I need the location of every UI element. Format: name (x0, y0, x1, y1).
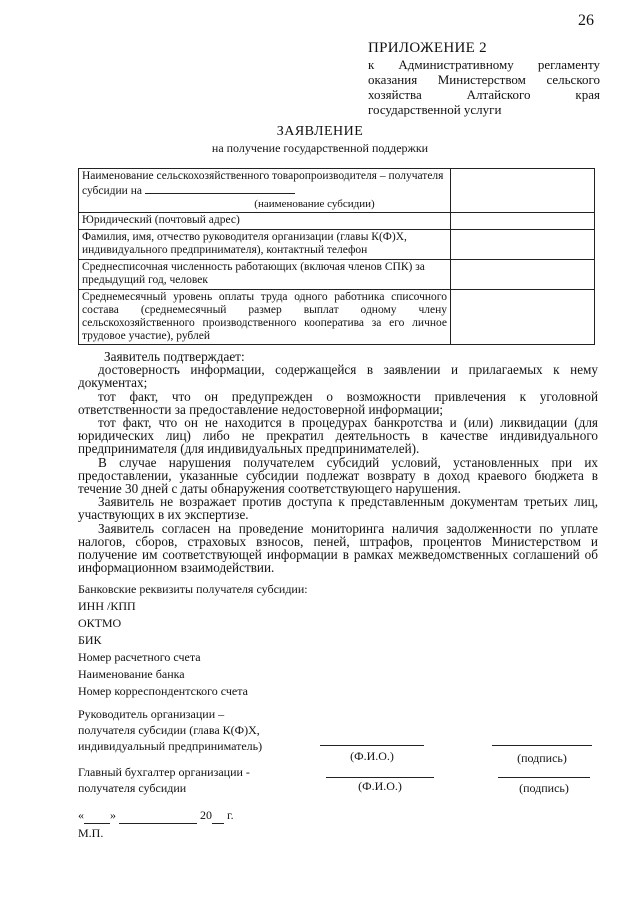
table-cell-label (79, 260, 451, 290)
document-subtitle: на получение государственной поддержки (211, 141, 429, 155)
accountant-signature-block (78, 764, 250, 796)
account-number-label: Номер расчетного счета (78, 650, 201, 664)
applicant-info-table (78, 168, 595, 345)
subsidy-name-blank (145, 183, 295, 194)
day-blank (84, 808, 110, 824)
head-signature-line (492, 745, 592, 746)
bank-details-title: Банковские реквизиты получателя субсидии: (78, 582, 308, 596)
accountant-signature-line (498, 777, 590, 778)
year-suffix: г. (224, 808, 234, 822)
table-row (79, 260, 595, 290)
corr-account-label: Номер корреспондентского счета (78, 684, 248, 698)
table-row (79, 290, 595, 345)
accountant-signature-caption: (подпись) (519, 781, 569, 795)
stamp-place: М.П. (78, 826, 104, 840)
affirmation-paragraph: Заявитель согласен на проведение мониторинга наличия задолженности по уплате налогов, сборов, страховых взносов, пеней, штрафов, процентов Министерством и получение им соответствующей информации в рамках межведомственных соглашений об информационном взаимодействии. (78, 520, 598, 576)
table-cell-value (451, 260, 595, 290)
accountant-fio-line (326, 777, 434, 778)
table-cell-label (79, 290, 451, 345)
affirmation-paragraph: Заявитель не возражает против доступа к представленным документам третьих лиц, участвующих в их экспертизе. (78, 494, 598, 523)
year-prefix: 20 (200, 808, 212, 822)
accountant-role-line: Главный бухгалтер организации - (78, 765, 250, 779)
table-cell-value (451, 213, 595, 230)
date-close-quote: » (110, 808, 116, 822)
subsidy-name-caption: (наименование субсидии) (254, 198, 375, 210)
table-cell-label (79, 213, 451, 230)
affirmation-paragraph: В случае нарушения получателем субсидий условий, установленных при их предоставлении, указанные субсидии подлежат возврату в доход краевого бюджета в течение 30 дней с даты обнаружения соответствующего нарушения. (78, 454, 598, 497)
bank-details (78, 581, 308, 700)
table-cell-label (79, 169, 451, 213)
wage-level-label: Среднемесячный уровень оплаты труда одного работника списочного состава (среднемесячный размер выплат одному члену сельскохозяйственного производственного кооператива за его личное трудовое участие), рублей (82, 291, 447, 342)
head-fio-caption: (Ф.И.О.) (350, 749, 394, 763)
legal-address-label: Юридический (почтовый адрес) (82, 214, 240, 226)
year-blank (212, 808, 224, 824)
employee-count-label: Среднесписочная численность работающих (включая членов СПК) за предыдущий год, человек (82, 261, 425, 286)
table-row (79, 230, 595, 260)
affirmation-section (78, 350, 598, 574)
inn-kpp-label: ИНН /КПП (78, 599, 136, 613)
date-open-quote: « (78, 808, 84, 822)
head-signature-caption: (подпись) (517, 751, 567, 765)
table-cell-value (451, 290, 595, 345)
oktmo-label: ОКТМО (78, 616, 122, 630)
document-title: ЗАЯВЛЕНИЕ (276, 124, 364, 139)
page-number: 26 (578, 12, 594, 29)
affirmation-lead: Заявитель подтверждает: (104, 349, 245, 364)
affirmation-paragraph: тот факт, что он не находится в процедурах банкротства и (или) ликвидации (для юридических лиц) либо не прекратил деятельность в качестве индивидуального предпринимателя (для индивидуальных предпринимателей). (78, 415, 598, 457)
date-line (78, 808, 234, 824)
head-signature-block (78, 706, 262, 754)
head-role-line: получателя субсидии (глава К(Ф)Х, (78, 723, 260, 737)
subsidy-recipient-label: Наименование сельскохозяйственного товаропроизводителя – получателя субсидии на (82, 170, 444, 197)
table-cell-value (451, 230, 595, 260)
table-row (79, 213, 595, 230)
affirmation-paragraph: достоверность информации, содержащейся в заявлении и прилагаемых к нему документах; (78, 362, 598, 391)
head-role-line: Руководитель организации – (78, 707, 225, 721)
table-cell-value (451, 169, 595, 213)
head-role-line: индивидуальный предприниматель) (78, 739, 263, 753)
appendix-block (368, 40, 600, 117)
table-row (79, 169, 595, 213)
appendix-title: ПРИЛОЖЕНИЕ 2 (368, 40, 487, 56)
appendix-text: к Административному регламенту оказания Министерством сельского хозяйства Алтайского края государственной услуги (368, 57, 600, 117)
accountant-role-line: получателя субсидии (78, 781, 187, 795)
table-cell-label (79, 230, 451, 260)
bik-label: БИК (78, 633, 102, 647)
month-blank (119, 808, 197, 824)
head-name-label: Фамилия, имя, отчество руководителя организации (главы К(Ф)Х, индивидуального предпринимателя), контактный телефон (82, 231, 407, 256)
bank-name-label: Наименование банка (78, 667, 185, 681)
affirmation-paragraph: тот факт, что он предупрежден о возможности привлечения к уголовной ответственности за предоставление недостоверной информации; (78, 388, 598, 417)
accountant-fio-caption: (Ф.И.О.) (358, 779, 402, 793)
head-fio-line (320, 745, 424, 746)
